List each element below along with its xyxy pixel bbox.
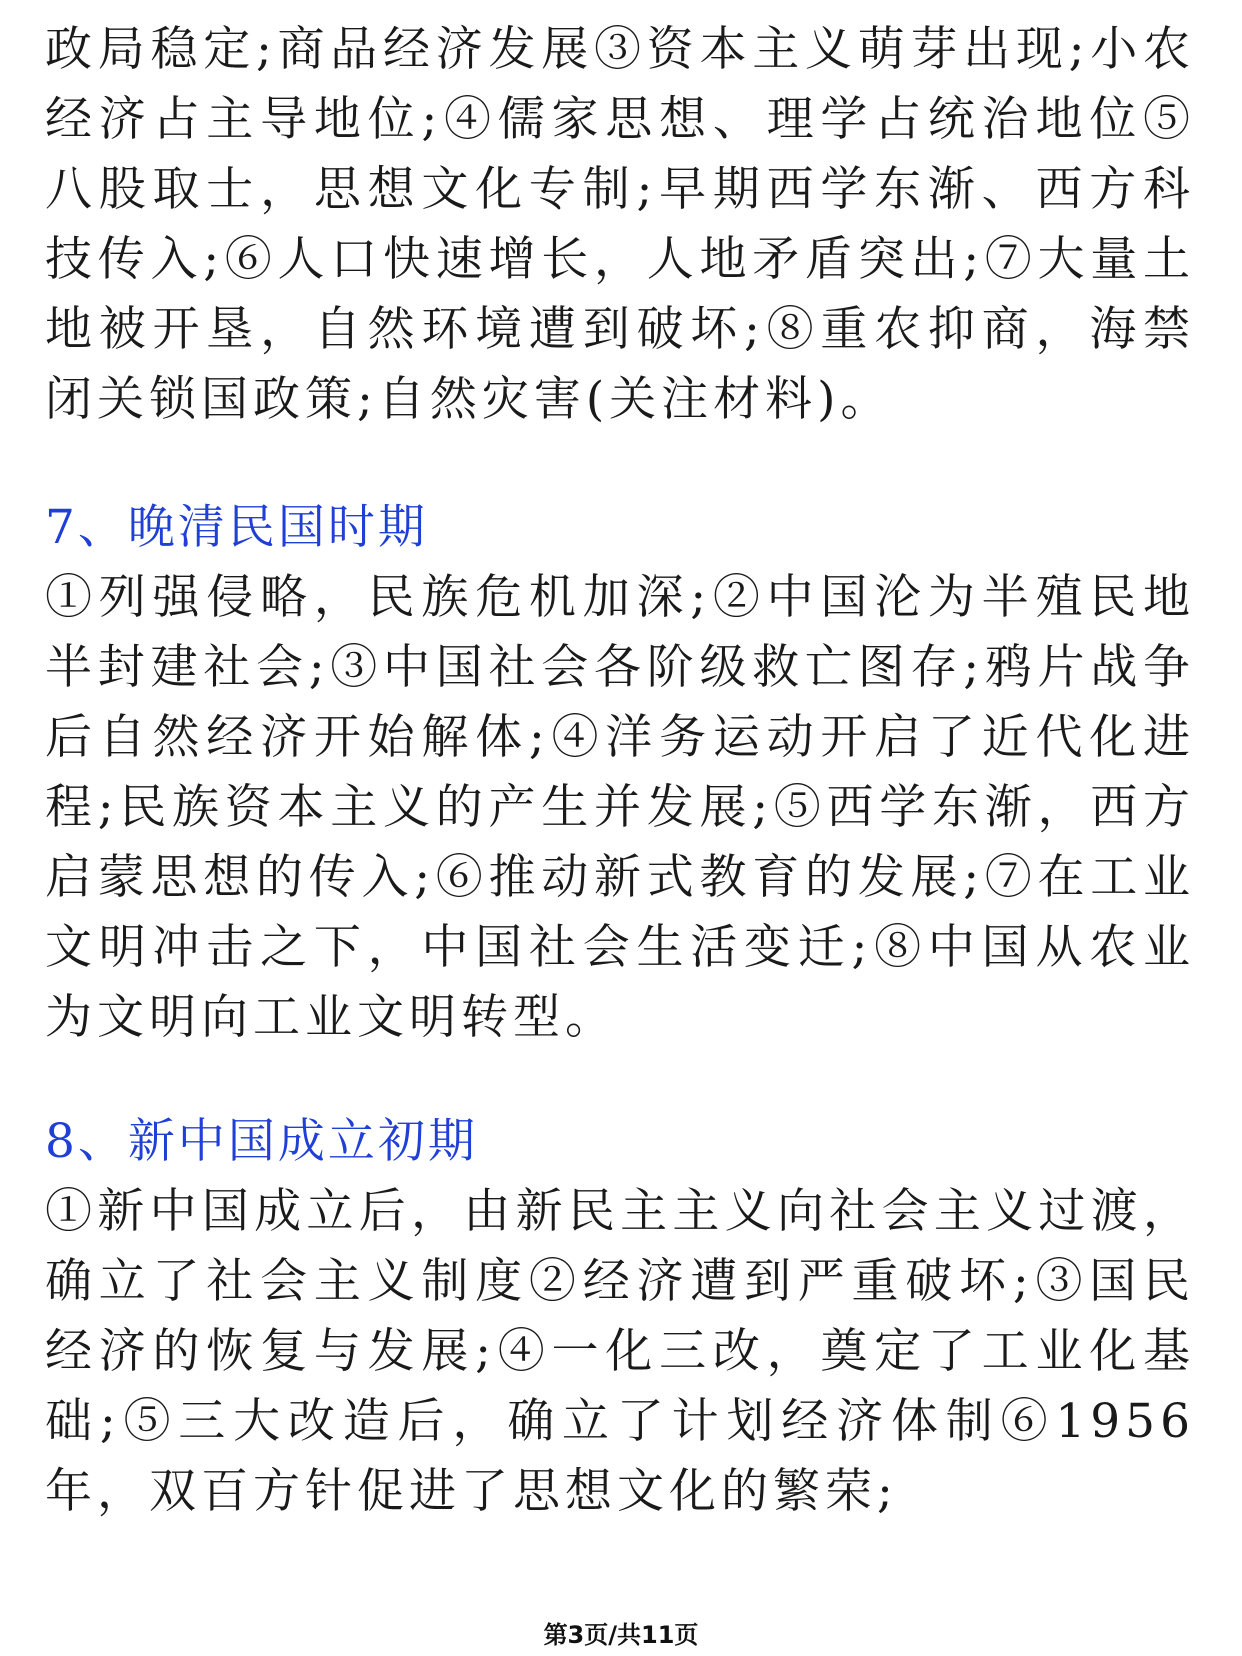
- section-heading-new-china: 8、新中国成立初期: [45, 1114, 478, 1169]
- section-body-late-qing: ①列强侵略，民族危机加深;②中国沦为半殖民地半封建社会;③中国社会各阶级救亡图存;鸦片战争后自然经济开始解体;④洋务运动开启了近代化进程;民族资本主义的产生并发展;⑤西学东渐，西方启蒙思想的传入;⑥推动新式教育的发展;⑦在工业文明冲击之下，中国社会生活变迁;⑧中国从农业为文明向工业文明转型。: [45, 570, 1195, 1045]
- document-page: [45, 0, 1195, 1527]
- section-heading-late-qing: 7、晚清民国时期: [45, 500, 428, 555]
- page-number: 第3页/共11页: [543, 1621, 699, 1649]
- intro-paragraph: 政局稳定;商品经济发展③资本主义萌芽出现;小农经济占主导地位;④儒家思想、理学占统治地位⑤八股取士，思想文化专制;早期西学东渐、西方科技传入;⑥人口快速增长，人地矛盾突出;⑦大量土地被开垦，自然环境遭到破坏;⑧重农抑商，海禁闭关锁国政策;自然灾害(关注材料)。: [45, 22, 1195, 427]
- section-body-new-china: ①新中国成立后，由新民主主义向社会主义过渡，确立了社会主义制度②经济遭到严重破坏;③国民经济的恢复与发展;④一化三改，奠定了工业化基础;⑤三大改造后，确立了计划经济体制⑥1956年，双百方针促进了思想文化的繁荣;: [45, 1184, 1195, 1519]
